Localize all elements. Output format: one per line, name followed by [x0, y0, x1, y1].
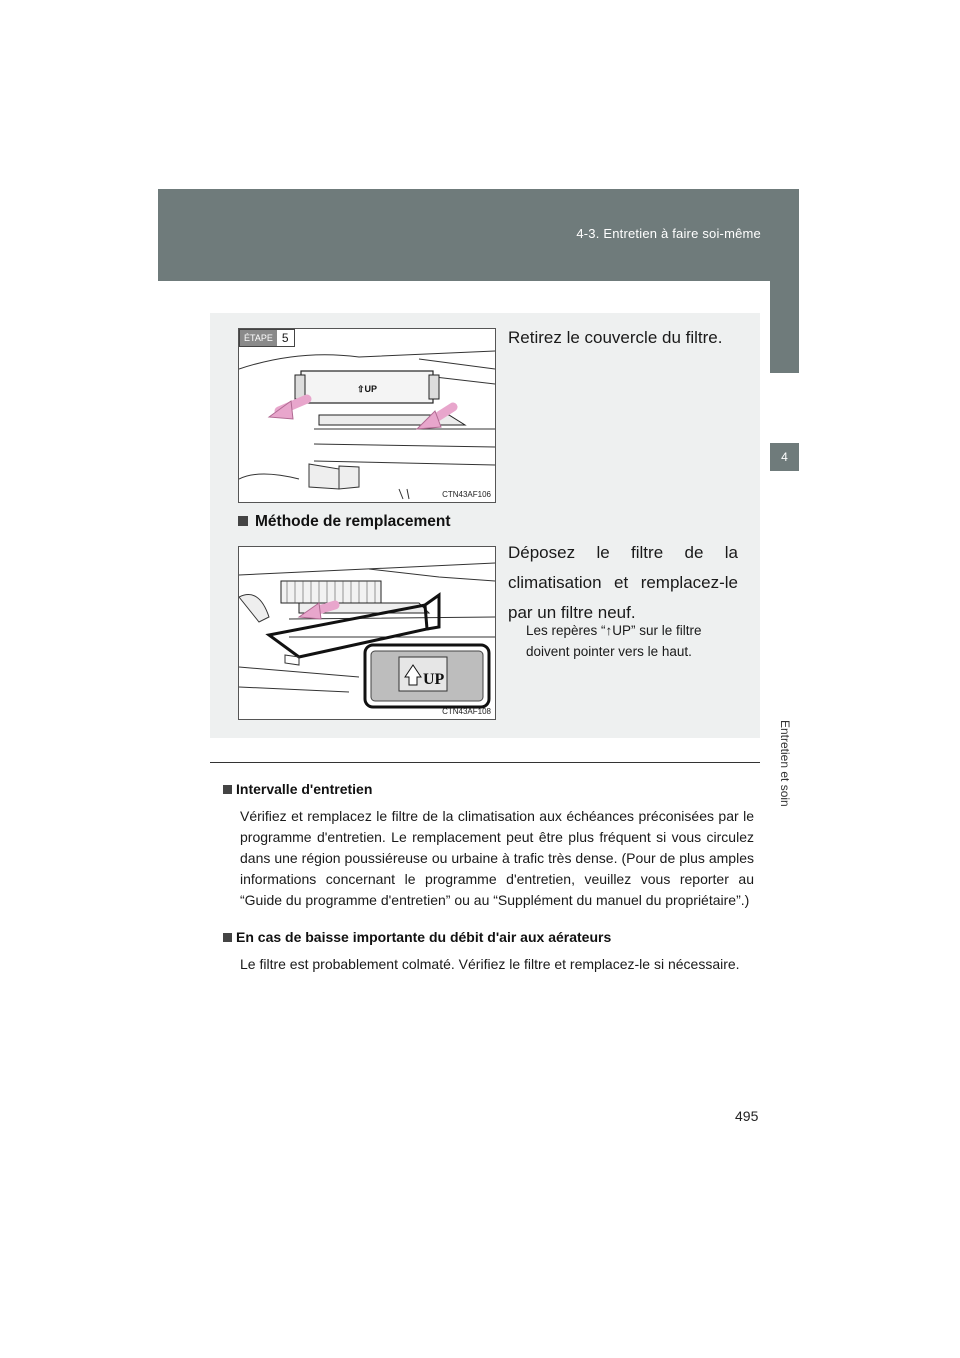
illustration-remove-cover: [238, 328, 496, 503]
interval-heading-text: Intervalle d'entretien: [236, 781, 373, 797]
filter-replace-drawing: [239, 547, 495, 719]
replacement-heading: [238, 513, 451, 531]
image-code-2: CTN43AF108: [442, 707, 491, 716]
step-badge: [239, 329, 295, 347]
illustration-replace-filter: [238, 546, 496, 720]
airflow-body: Le filtre est probablement colmaté. Vérifiez le filtre et remplacez-le si nécessaire.: [240, 956, 740, 972]
side-tab-number-box: [770, 443, 799, 471]
replacement-instruction: Déposez le filtre de la climatisation et remplacez-le par un filtre neuf.: [508, 543, 738, 622]
chapter-label: Entretien et soin: [778, 720, 792, 807]
page-number: 495: [735, 1108, 759, 1124]
image-code: CTN43AF106: [442, 490, 491, 499]
side-tab-white-gap: [770, 373, 799, 443]
square-bullet-icon: [238, 516, 248, 526]
step-badge-label: ÉTAPE: [240, 330, 277, 346]
square-bullet-icon: [223, 785, 232, 794]
chapter-number: 4: [781, 450, 788, 464]
replacement-note: Les repères “↑UP” sur le filtre doivent pointer vers le haut.: [526, 623, 702, 659]
cover-up-marking: ⇧UP: [357, 384, 378, 394]
filter-up-marking: UP: [423, 671, 445, 688]
interval-heading: [223, 781, 372, 797]
airflow-heading: [223, 929, 611, 945]
section-title: 4-3. Entretien à faire soi-même: [576, 226, 761, 241]
step-instruction: Retirez le couvercle du filtre.: [508, 328, 723, 347]
filter-cover-drawing: [239, 329, 495, 502]
airflow-heading-text: En cas de baisse importante du débit d'air aux aérateurs: [236, 929, 612, 945]
interval-body: Vérifiez et remplacez le filtre de la climatisation aux échéances préconisées par le programme d'entretien. Le remplacement peut être plus fréquent si vous circulez dans une région poussiéreuse ou urbaine à trafic très dense. (Pour de plus amples informations concernant le programme d'entretien, veuillez vous reporter au “Guide du programme d'entretien” ou au “Supplément du manuel du propriétaire”.): [240, 808, 754, 908]
chapter-header: [158, 189, 799, 281]
replacement-heading-text: Méthode de remplacement: [255, 513, 451, 530]
square-bullet-icon: [223, 933, 232, 942]
step-badge-number: 5: [281, 331, 289, 345]
section-divider: [210, 762, 760, 763]
